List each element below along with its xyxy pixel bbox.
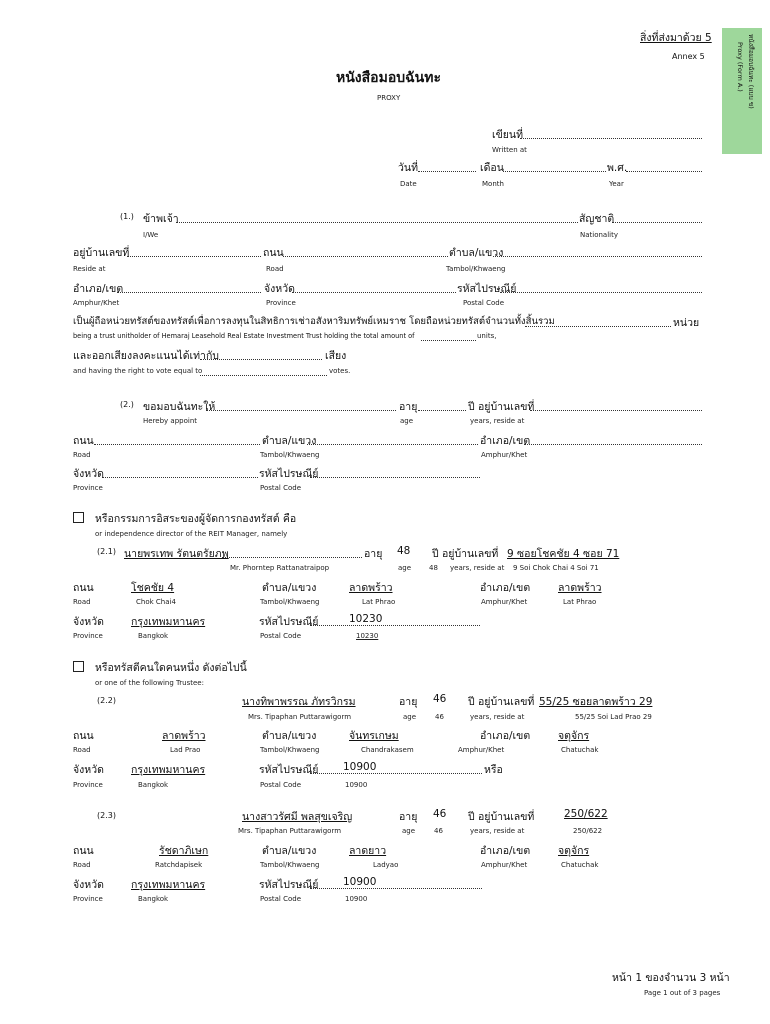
p21-reside-en: years, reside at	[450, 564, 505, 572]
p23-amphur-en-label: Amphur/Khet	[481, 861, 528, 869]
p22-reside-label: ปี อยู่บ้านเลขที่	[468, 696, 535, 708]
tambol-field[interactable]	[493, 256, 702, 257]
p21-postal-label: รหัสไปรษณีย์	[259, 616, 319, 628]
appoint-age-en: age	[400, 417, 414, 425]
appoint-province-label: จังหวัด	[73, 468, 104, 480]
appoint-en: Hereby appoint	[143, 417, 197, 425]
appoint-road-en: Road	[73, 451, 91, 459]
p21-postal: 10230	[349, 613, 383, 625]
p21-postal-line	[310, 625, 480, 626]
year-en: Year	[609, 180, 624, 188]
grantor-name-field[interactable]	[176, 222, 578, 223]
p22-province-en: Bangkok	[138, 781, 169, 789]
p21-road-en-label: Road	[73, 598, 91, 606]
p22-name: นางทิพาพรรณ ภัทรวิกรม	[242, 696, 356, 708]
p23-num: (2.3)	[97, 811, 116, 820]
holder-text-th: เป็นผู้ถือหน่วยทรัสต์ของทรัสต์เพื่อการลงทุนในสิทธิการเช่าอสังหาริมทรัพย์เหมราช โดยถือหน่วยทรัสต์จำนวนทั้งสิ้นรวม	[73, 316, 555, 327]
nationality-field[interactable]	[612, 222, 702, 223]
p21-name-line	[222, 557, 362, 558]
p23-tambol-label: ตำบล/แขวง	[262, 845, 317, 857]
written-at-en: Written at	[492, 146, 527, 154]
appoint-road-field[interactable]	[94, 444, 260, 445]
p21-postal-en-label: Postal Code	[260, 632, 302, 640]
votes-en-field[interactable]	[200, 375, 327, 376]
appoint-postal-en: Postal Code	[260, 484, 302, 492]
votes-unit-en: votes.	[329, 367, 351, 375]
p21-address: 9 ซอยโชคชัย 4 ซอย 71	[507, 548, 620, 560]
p22-road-en-label: Road	[73, 746, 91, 754]
p22-province: กรุงเทพมหานคร	[131, 764, 206, 776]
p22-age-label: อายุ	[399, 696, 418, 708]
appoint-tambol-field[interactable]	[307, 444, 478, 445]
p21-province-label: จังหวัด	[73, 616, 104, 628]
p21-age: 48	[397, 545, 411, 557]
p21-amphur: ลาดพร้าว	[558, 582, 602, 594]
p21-road: โชคชัย 4	[131, 582, 175, 594]
side-tab-line1: หนังสือมอบฉันทะ (แบบ ข)	[747, 34, 755, 109]
p22-road-en: Lad Prao	[170, 746, 201, 754]
road-field[interactable]	[283, 256, 448, 257]
p23-name: นางสาวรัศมี พลสุขเจริญ	[242, 811, 353, 823]
p22-num: (2.2)	[97, 696, 116, 705]
postal-label: รหัสไปรษณีย์	[457, 283, 517, 295]
p21-age-en: 48	[429, 564, 438, 572]
nationality-label: สัญชาติ	[579, 213, 615, 225]
tambol-label: ตำบล/แขวง	[449, 247, 504, 259]
date-en: Date	[400, 180, 417, 188]
p23-postal-line	[310, 888, 482, 889]
appoint-postal-field[interactable]	[310, 477, 480, 478]
p21-address-en: 9 Soi Chok Chai 4 Soi 71	[513, 564, 599, 572]
p23-tambol: ลาดยาว	[349, 845, 387, 857]
p21-road-en: Chok Chai4	[136, 598, 176, 606]
written-at-field[interactable]	[520, 138, 702, 139]
p22-amphur-en-label: Amphur/Khet	[458, 746, 505, 754]
p23-age: 46	[433, 808, 447, 820]
grantor-num: (1.)	[120, 212, 134, 221]
p21-province: กรุงเทพมหานคร	[131, 616, 206, 628]
units-field[interactable]	[525, 326, 671, 327]
month-field[interactable]	[503, 171, 606, 172]
appoint-name-field[interactable]	[206, 410, 396, 411]
appoint-tambol-en: Tambol/Khwaeng	[260, 451, 320, 459]
p21-tambol-en: Lat Phrao	[362, 598, 396, 606]
p23-name-en: Mrs. Tipaphan Puttarawigorm	[238, 827, 342, 835]
appoint-province-field[interactable]	[102, 477, 258, 478]
appoint-age-field[interactable]	[418, 410, 466, 411]
appoint-postal-label: รหัสไปรษณีย์	[259, 468, 319, 480]
p23-age-en: 46	[434, 827, 443, 835]
appoint-amphur-label: อำเภอ/เขต	[480, 435, 531, 447]
p22-amphur: จตุจักร	[558, 730, 590, 742]
p21-road-label: ถนน	[73, 582, 94, 594]
p21-tambol-label: ตำบล/แขวง	[262, 582, 317, 594]
p23-postal-en: 10900	[345, 895, 368, 903]
p22-postal-line	[310, 773, 482, 774]
units-en-field[interactable]	[421, 340, 476, 341]
road-en: Road	[266, 265, 284, 273]
p22-postal-label: รหัสไปรษณีย์	[259, 764, 319, 776]
p22-amphur-label: อำเภอ/เขต	[480, 730, 531, 742]
page-title: หนังสือมอบฉันทะ	[336, 70, 441, 86]
appoint-reside-field[interactable]	[530, 410, 702, 411]
p22-province-en-label: Province	[73, 781, 103, 789]
p23-address: 250/622	[564, 808, 608, 820]
appoint-reside-label: ปี อยู่บ้านเลขที่	[468, 401, 535, 413]
p22-address: 55/25 ซอยลาดพร้าว 29	[539, 696, 653, 708]
votes-unit: เสียง	[325, 350, 347, 362]
p21-amphur-label: อำเภอ/เขต	[480, 582, 531, 594]
postal-en: Postal Code	[463, 299, 505, 307]
p21-reside-label: ปี อยู่บ้านเลขที่	[432, 548, 499, 560]
p22-amphur-en: Chatuchak	[561, 746, 599, 754]
p23-road-en: Ratchdapisek	[155, 861, 203, 869]
appoint-num: (2.)	[120, 400, 134, 409]
option1-label: หรือกรรมการอิสระของผู้จัดการกองทรัสต์ คือ	[95, 513, 297, 525]
tambol-en: Tambol/Khwaeng	[446, 265, 506, 273]
appoint-amphur-field[interactable]	[524, 444, 702, 445]
appoint-age-label: อายุ	[399, 401, 418, 413]
postal-field[interactable]	[500, 292, 702, 293]
side-tab-line2: Proxy (Form A.)	[736, 42, 744, 92]
option2-label: หรือทรัสตีคนใดคนหนึ่ง ดังต่อไปนี้	[95, 662, 247, 674]
p23-postal: 10900	[343, 876, 377, 888]
p22-postal-en-label: Postal Code	[260, 781, 302, 789]
p23-province-label: จังหวัด	[73, 879, 104, 891]
reside-field[interactable]	[127, 256, 261, 257]
p22-or: หรือ	[484, 764, 503, 776]
amphur-en: Amphur/Khet	[73, 299, 120, 307]
appoint-province-en: Province	[73, 484, 103, 492]
p21-tambol-en-label: Tambol/Khwaeng	[260, 598, 320, 606]
p22-postal-en: 10900	[345, 781, 368, 789]
p23-province-en: Bangkok	[138, 895, 169, 903]
p21-province-en: Bangkok	[138, 632, 169, 640]
p22-road-label: ถนน	[73, 730, 94, 742]
amphur-label: อำเภอ/เขต	[73, 283, 124, 295]
p23-amphur: จตุจักร	[558, 845, 590, 857]
p21-age-en-label: age	[398, 564, 412, 572]
p21-amphur-en: Lat Phrao	[563, 598, 597, 606]
p21-name: นายพรเทพ รัตนตรัยภพ	[124, 548, 229, 560]
province-label: จังหวัด	[264, 283, 295, 295]
footer-page-en: Page 1 out of 3 pages	[644, 989, 721, 997]
p23-age-label: อายุ	[399, 811, 418, 823]
p23-road-en-label: Road	[73, 861, 91, 869]
p23-postal-en-label: Postal Code	[260, 895, 302, 903]
option1-en: or independence director of the REIT Manager, namely	[95, 530, 288, 538]
road-label: ถนน	[263, 247, 284, 259]
amphur-field[interactable]	[117, 292, 261, 293]
province-field[interactable]	[292, 292, 456, 293]
p23-reside-en: years, reside at	[470, 827, 525, 835]
p23-road-label: ถนน	[73, 845, 94, 857]
p23-tambol-en-label: Tambol/Khwaeng	[260, 861, 320, 869]
written-at-label: เขียนที่	[492, 129, 524, 141]
enclosure-th: สิ่งที่ส่งมาด้วย 5	[640, 32, 712, 44]
page-title-en: PROXY	[377, 94, 401, 102]
p22-name-en: Mrs. Tipaphan Puttarawigorm	[248, 713, 352, 721]
side-tab	[722, 28, 762, 154]
side-tab-text	[722, 28, 762, 154]
appoint-road-label: ถนน	[73, 435, 94, 447]
appoint-tambol-label: ตำบล/แขวง	[262, 435, 317, 447]
p23-amphur-en: Chatuchak	[561, 861, 599, 869]
p21-amphur-en-label: Amphur/Khet	[481, 598, 528, 606]
p21-name-en: Mr. Phorntep Rattanatraipop	[230, 564, 330, 572]
p22-tambol-en-label: Tambol/Khwaeng	[260, 746, 320, 754]
trustee-checkbox[interactable]	[73, 661, 84, 672]
p23-address-en: 250/622	[573, 827, 603, 835]
p22-tambol-label: ตำบล/แขวง	[262, 730, 317, 742]
p23-postal-label: รหัสไปรษณีย์	[259, 879, 319, 891]
reside-en: Reside at	[73, 265, 106, 273]
p23-province-en-label: Province	[73, 895, 103, 903]
p21-postal-en: 10230	[356, 632, 379, 640]
date-field[interactable]	[418, 171, 476, 172]
p22-address-en: 55/25 Soi Lad Prao 29	[575, 713, 652, 721]
reside-label: อยู่บ้านเลขที่	[73, 247, 130, 259]
appoint-label: ขอมอบฉันทะให้	[143, 401, 216, 413]
p23-tambol-en: Ladyao	[373, 861, 399, 869]
unit-label: หน่วย	[673, 317, 700, 329]
date-label: วันที่	[398, 162, 418, 174]
grantor-en: I/We	[143, 231, 159, 239]
p22-age-en-label: age	[403, 713, 417, 721]
enclosure-en: Annex 5	[672, 52, 705, 61]
year-field[interactable]	[626, 171, 702, 172]
nationality-en: Nationality	[580, 231, 619, 239]
option2-en: or one of the following Trustee:	[95, 679, 204, 687]
units-en: units,	[477, 332, 497, 340]
holder-text-en: being a trust unitholder of Hemaraj Leasehold Real Estate Investment Trust holding the total amount of	[73, 332, 415, 340]
votes-label: และออกเสียงลงคะแนนได้เท่ากับ	[73, 350, 219, 362]
votes-en: and having the right to vote equal to	[73, 367, 203, 375]
appoint-reside-en: years, reside at	[470, 417, 525, 425]
grantor-label: ข้าพเจ้า	[143, 213, 179, 225]
p21-tambol: ลาดพร้าว	[349, 582, 393, 594]
p22-tambol: จันทรเกษม	[349, 730, 399, 742]
year-label: พ.ศ.	[607, 162, 628, 174]
p22-reside-en: years, reside at	[470, 713, 525, 721]
p22-tambol-en: Chandrakasem	[361, 746, 414, 754]
p21-province-en-label: Province	[73, 632, 103, 640]
appoint-amphur-en: Amphur/Khet	[481, 451, 528, 459]
p23-amphur-label: อำเภอ/เขต	[480, 845, 531, 857]
p22-age-en: 46	[435, 713, 444, 721]
independent-director-checkbox[interactable]	[73, 512, 84, 523]
p23-road: รัชดาภิเษก	[159, 845, 209, 857]
month-label: เดือน	[480, 162, 504, 174]
p22-province-label: จังหวัด	[73, 764, 104, 776]
province-en: Province	[266, 299, 296, 307]
p22-postal: 10900	[343, 761, 377, 773]
p21-age-label: อายุ	[364, 548, 383, 560]
votes-field[interactable]	[200, 359, 322, 360]
p22-age: 46	[433, 693, 447, 705]
p21-num: (2.1)	[97, 547, 116, 556]
p22-road: ลาดพร้าว	[162, 730, 206, 742]
footer-page-th: หน้า 1 ของจำนวน 3 หน้า	[612, 972, 730, 984]
p23-province: กรุงเทพมหานคร	[131, 879, 206, 891]
month-en: Month	[482, 180, 504, 188]
p23-age-en-label: age	[402, 827, 416, 835]
p23-reside-label: ปี อยู่บ้านเลขที่	[468, 811, 535, 823]
